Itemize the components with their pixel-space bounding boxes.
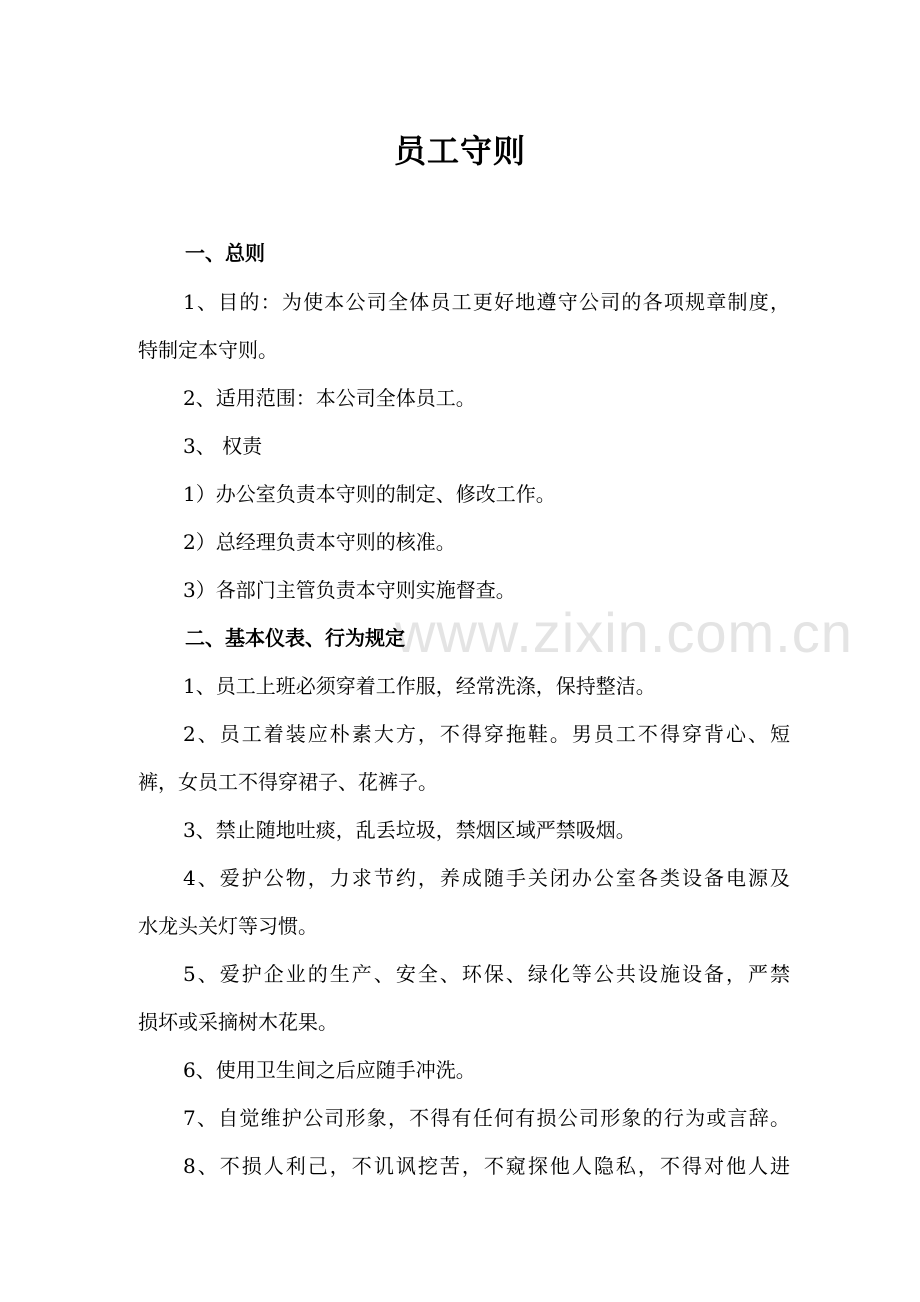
paragraph-line: 1、员工上班必须穿着工作服，经常洗涤，保持整洁。 bbox=[183, 674, 656, 698]
paragraph-line: 3、 权责 bbox=[183, 434, 263, 458]
paragraph-line: 特制定本守则。 bbox=[138, 338, 278, 362]
paragraph-line: 8、不损人利己，不讥讽挖苦，不窥探他人隐私，不得对他人进 bbox=[183, 1154, 790, 1178]
paragraph-line: 6、使用卫生间之后应随手冲洗。 bbox=[183, 1058, 476, 1082]
paragraph-line: 损坏或采摘树木花果。 bbox=[138, 1010, 338, 1034]
paragraph-line: 2、员工着装应朴素大方，不得穿拖鞋。男员工不得穿背心、短 bbox=[183, 722, 790, 746]
paragraph-line: 3）各部门主管负责本守则实施督查。 bbox=[183, 578, 516, 602]
paragraph-line: 2、适用范围：本公司全体员工。 bbox=[183, 386, 476, 410]
paragraph-line: 2）总经理负责本守则的核准。 bbox=[183, 530, 456, 554]
paragraph-line: 5、爱护企业的生产、安全、环保、绿化等公共设施设备，严禁 bbox=[183, 962, 790, 986]
paragraph-line: 1）办公室负责本守则的制定、修改工作。 bbox=[183, 482, 556, 506]
paragraph-line: 3、禁止随地吐痰，乱丢垃圾，禁烟区域严禁吸烟。 bbox=[183, 818, 636, 842]
paragraph-line: 裤，女员工不得穿裙子、花裤子。 bbox=[138, 770, 438, 794]
paragraph-line: 1、目的：为使本公司全体员工更好地遵守公司的各项规章制度， bbox=[183, 290, 790, 314]
document-title: 员工守则 bbox=[393, 132, 526, 170]
watermark: www.zixin.com.cn bbox=[395, 601, 853, 664]
paragraph-line: 4、爱护公物，力求节约，养成随手关闭办公室各类设备电源及 bbox=[183, 866, 790, 890]
section-heading: 一、总则 bbox=[185, 241, 265, 265]
paragraph-line: 水龙头关灯等习惯。 bbox=[138, 914, 318, 938]
section-heading: 二、基本仪表、行为规定 bbox=[185, 626, 405, 650]
paragraph-line: 7、自觉维护公司形象，不得有任何有损公司形象的行为或言辞。 bbox=[183, 1106, 790, 1130]
